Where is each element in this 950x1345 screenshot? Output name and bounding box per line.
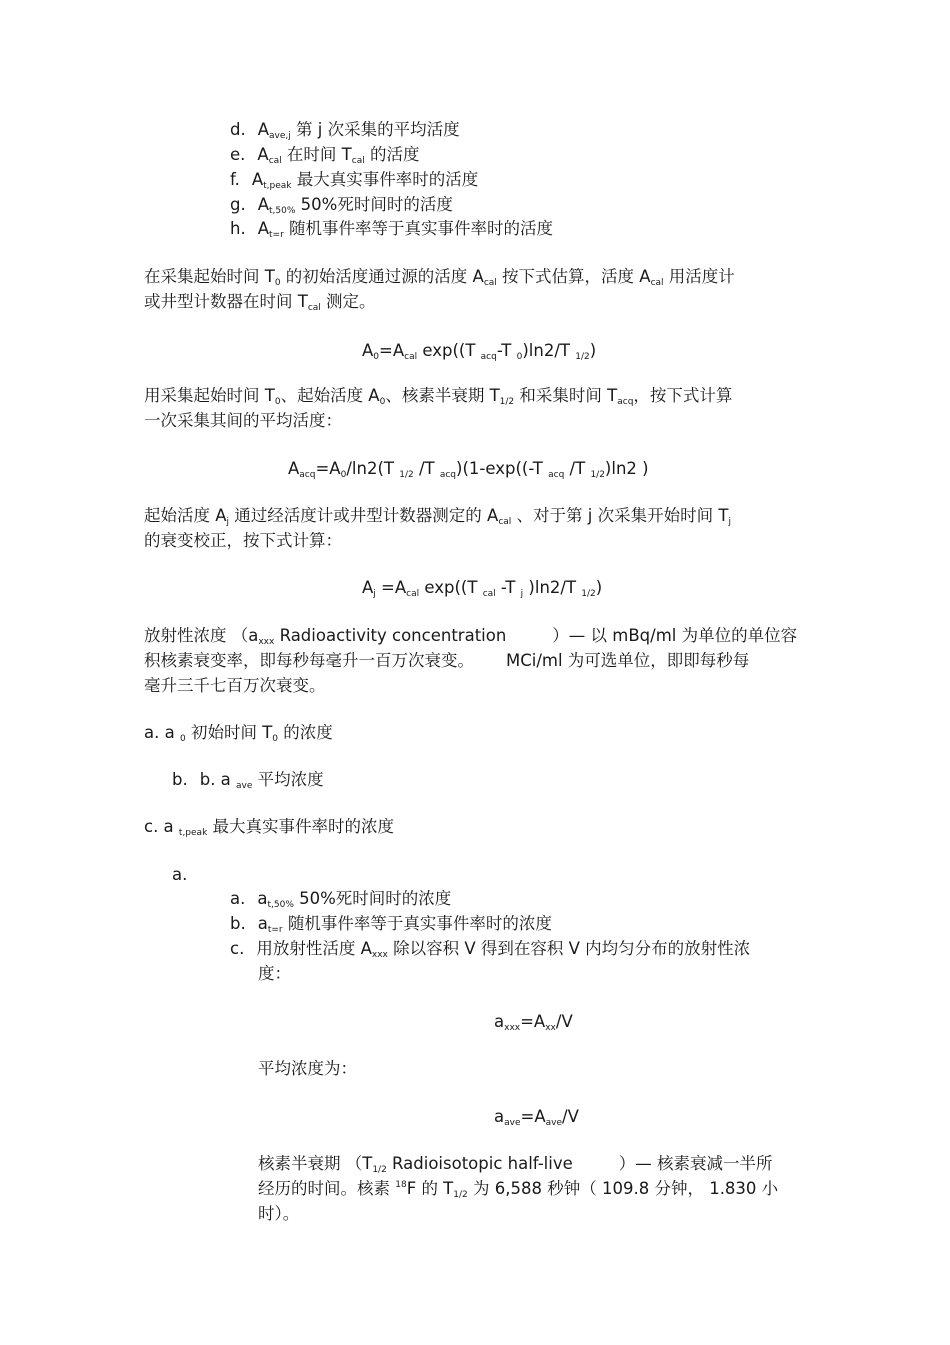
text: ，按下式计算 xyxy=(633,386,733,405)
text: -T xyxy=(496,341,517,360)
symbol: a xyxy=(257,889,268,908)
text: A xyxy=(288,459,300,478)
list-item xyxy=(230,172,478,189)
symbol: A xyxy=(257,219,269,238)
text: a xyxy=(494,1012,505,1031)
subscript: t=r xyxy=(269,230,284,240)
text: 度： xyxy=(258,964,291,983)
subscript: cal xyxy=(650,278,664,288)
subscript: 0 xyxy=(179,734,186,744)
paragraph-line xyxy=(144,678,326,695)
formula xyxy=(494,1014,573,1031)
list-item xyxy=(230,941,750,958)
paragraph-line xyxy=(144,388,732,405)
list-marker: f. xyxy=(230,170,240,189)
text: 按下式估算，活度 A xyxy=(496,267,651,286)
subscript: 1/2 xyxy=(590,470,605,480)
subscript: acq xyxy=(548,470,565,480)
subscript: xx xyxy=(545,1023,556,1033)
text: 时）。 xyxy=(258,1204,300,1223)
text: ) xyxy=(595,578,603,597)
list-item xyxy=(230,122,460,139)
text: =A xyxy=(520,1012,546,1031)
paragraph-line xyxy=(258,966,291,983)
list-item xyxy=(144,819,394,836)
text: 和采集时间 T xyxy=(514,386,618,405)
text: 放射性浓度 （a xyxy=(144,626,259,645)
text: 起始活度 A xyxy=(144,506,227,525)
subscript: cal xyxy=(498,517,512,527)
text: a xyxy=(494,1107,505,1126)
text: 毫升三千七百万次衰变。 xyxy=(144,676,326,695)
subscript: 1/2 xyxy=(499,397,515,407)
subscript: j xyxy=(226,517,230,527)
subscript: acq xyxy=(617,397,634,407)
list-marker: g. xyxy=(230,195,246,214)
subscript: 0 xyxy=(274,278,281,288)
list-item xyxy=(230,147,419,164)
subscript: cal xyxy=(406,589,420,599)
paragraph-line xyxy=(144,508,731,525)
paragraph-line xyxy=(144,413,342,430)
text: =A xyxy=(315,459,341,478)
text: F 的 T xyxy=(406,1179,454,1198)
text: c. a xyxy=(144,817,179,836)
item-text: 随机事件率等于真实事件率时的活度 xyxy=(283,219,554,238)
text: MCi/ml 为可选单位，即即每秒每 xyxy=(506,651,750,670)
item-text: 的活度 xyxy=(364,145,420,164)
text: 平均浓度为： xyxy=(258,1059,357,1078)
subscript: t,50% xyxy=(269,206,296,216)
subscript: acq xyxy=(480,352,497,362)
subscript: 1/2 xyxy=(581,589,596,599)
subscript: acq xyxy=(299,470,316,480)
item-text: 在时间 T xyxy=(281,145,352,164)
subscript: cal xyxy=(268,156,282,166)
list-item xyxy=(230,221,553,238)
symbol: A xyxy=(257,195,270,214)
subscript: cal xyxy=(482,589,496,599)
item-text: 50%死时间时的活度 xyxy=(295,195,453,214)
paragraph-line xyxy=(258,1206,299,1223)
text: ）— 以 mBq/ml 为单位的单位容 xyxy=(552,626,798,645)
text: A xyxy=(362,578,374,597)
formula xyxy=(362,343,596,360)
text: 除以容积 V 得到在容积 V 内均匀分布的放射性浓 xyxy=(387,939,751,958)
subscript: cal xyxy=(307,303,321,313)
text: =A xyxy=(379,341,405,360)
text: -T xyxy=(495,578,521,597)
text: exp((T xyxy=(417,341,481,360)
subscript: ave xyxy=(545,1118,563,1128)
subscript: 0 xyxy=(373,352,380,362)
text: 经历的时间。核素 xyxy=(258,1179,396,1198)
text: 通过经活度计或井型计数器测定的 A xyxy=(229,506,499,525)
symbol: A xyxy=(251,170,264,189)
text: 最大真实事件率时的浓度 xyxy=(207,817,395,836)
paragraph-line xyxy=(144,628,797,645)
text: 、核素半衰期 T xyxy=(385,386,500,405)
item-text: 最大真实事件率时的活度 xyxy=(291,170,479,189)
text: 积核素衰变率，即每秒每毫升一百万次衰变。 xyxy=(144,651,474,670)
subscript: xxx xyxy=(504,1023,521,1033)
list-marker: e. xyxy=(230,145,246,164)
item-text: 随机事件率等于真实事件率时的浓度 xyxy=(282,914,552,933)
list-marker: h. xyxy=(230,219,246,238)
list-marker: b. xyxy=(230,914,246,933)
list-item xyxy=(144,725,333,742)
text: exp((T xyxy=(419,578,483,597)
subscript: t,peak xyxy=(178,828,208,838)
text: )ln2 ) xyxy=(604,459,649,478)
subscript: 1/2 xyxy=(575,352,590,362)
list-item xyxy=(230,916,552,933)
subscript: cal xyxy=(404,352,418,362)
text: /ln2(T xyxy=(346,459,400,478)
paragraph-line xyxy=(144,533,342,550)
text: 平均浓度 xyxy=(252,770,324,789)
list-item xyxy=(230,891,451,908)
subscript: ave xyxy=(236,781,253,791)
subscript: cal xyxy=(483,278,497,288)
text: /T xyxy=(564,459,591,478)
text: 用活度计 xyxy=(663,267,735,286)
item-text: 50%死时间时的浓度 xyxy=(293,889,452,908)
subscript: xxx xyxy=(258,637,275,647)
text: a. a xyxy=(144,723,180,742)
paragraph-line xyxy=(258,1181,778,1198)
subscript: 0 xyxy=(516,352,523,362)
text: 或井型计数器在时间 T xyxy=(144,292,308,311)
text: Radioisotopic half-live xyxy=(386,1154,573,1173)
paragraph-line xyxy=(258,1061,357,1078)
subscript: t,50% xyxy=(267,900,294,910)
text: /T xyxy=(413,459,440,478)
subscript: 1/2 xyxy=(453,1190,468,1200)
list-marker: d. xyxy=(230,120,246,139)
formula xyxy=(362,580,602,597)
text: b. a xyxy=(199,770,237,789)
text: =A xyxy=(520,1107,546,1126)
text: 为 6,588 秒钟（ 109.8 分钟， 1.830 小 xyxy=(467,1179,779,1198)
paragraph-line xyxy=(144,653,749,670)
text: /V xyxy=(555,1012,573,1031)
subscript: t,peak xyxy=(263,181,292,191)
symbol: A xyxy=(257,120,270,139)
text: )ln2/T xyxy=(523,578,582,597)
list-marker: c. xyxy=(230,939,245,958)
text: 用采集起始时间 T xyxy=(144,386,275,405)
text: 核素半衰期 （T xyxy=(258,1154,373,1173)
list-item xyxy=(172,772,324,789)
list-marker: b. xyxy=(172,770,188,789)
symbol: A xyxy=(257,145,269,164)
superscript: 18 xyxy=(395,1180,407,1190)
text: ）— 核素衰减一半所 xyxy=(618,1154,773,1173)
subscript: t=r xyxy=(267,925,283,935)
subscript: j xyxy=(728,517,731,527)
subscript: 0 xyxy=(274,397,281,407)
subscript: acq xyxy=(439,470,457,480)
list-item xyxy=(230,197,453,214)
paragraph-line xyxy=(144,294,376,311)
item-text: 第 j 次采集的平均活度 xyxy=(290,120,460,139)
text: Radioactivity concentration xyxy=(274,626,507,645)
text: 一次采集其间的平均活度： xyxy=(144,411,342,430)
subscript: j xyxy=(520,589,524,599)
symbol: a xyxy=(257,914,268,933)
text: 初始时间 T xyxy=(185,723,273,742)
subscript: j xyxy=(373,589,376,599)
subscript: 0 xyxy=(340,470,347,480)
text: 的初始活度通过源的活度 A xyxy=(280,267,484,286)
subscript: 0 xyxy=(272,734,279,744)
text: /V xyxy=(562,1107,579,1126)
subscript: ave,j xyxy=(269,131,291,141)
text: 用放射性活度 A xyxy=(256,939,372,958)
subscript: ave xyxy=(504,1118,521,1128)
text: 、对于第 j 次采集开始时间 T xyxy=(511,506,729,525)
list-marker: a. xyxy=(172,865,188,884)
text: A xyxy=(362,341,374,360)
paragraph-line xyxy=(258,1156,773,1173)
subscript: xxx xyxy=(371,950,388,960)
text: ) xyxy=(589,341,597,360)
subscript: 1/2 xyxy=(372,1165,387,1175)
list-item xyxy=(172,867,187,884)
text: 在采集起始时间 T xyxy=(144,267,275,286)
formula xyxy=(494,1109,579,1126)
text: =A xyxy=(375,578,407,597)
text: 的衰变校正，按下式计算： xyxy=(144,531,342,550)
text: 的浓度 xyxy=(278,723,333,742)
text: )ln2/T xyxy=(522,341,576,360)
text: 、起始活度 A xyxy=(280,386,380,405)
subscript: 0 xyxy=(379,397,386,407)
text: )(1-exp((-T xyxy=(456,459,549,478)
paragraph-line xyxy=(144,269,735,286)
text: 测定。 xyxy=(320,292,376,311)
formula xyxy=(288,461,649,478)
subscript: cal xyxy=(351,156,365,166)
subscript: 1/2 xyxy=(399,470,414,480)
list-marker: a. xyxy=(230,889,246,908)
